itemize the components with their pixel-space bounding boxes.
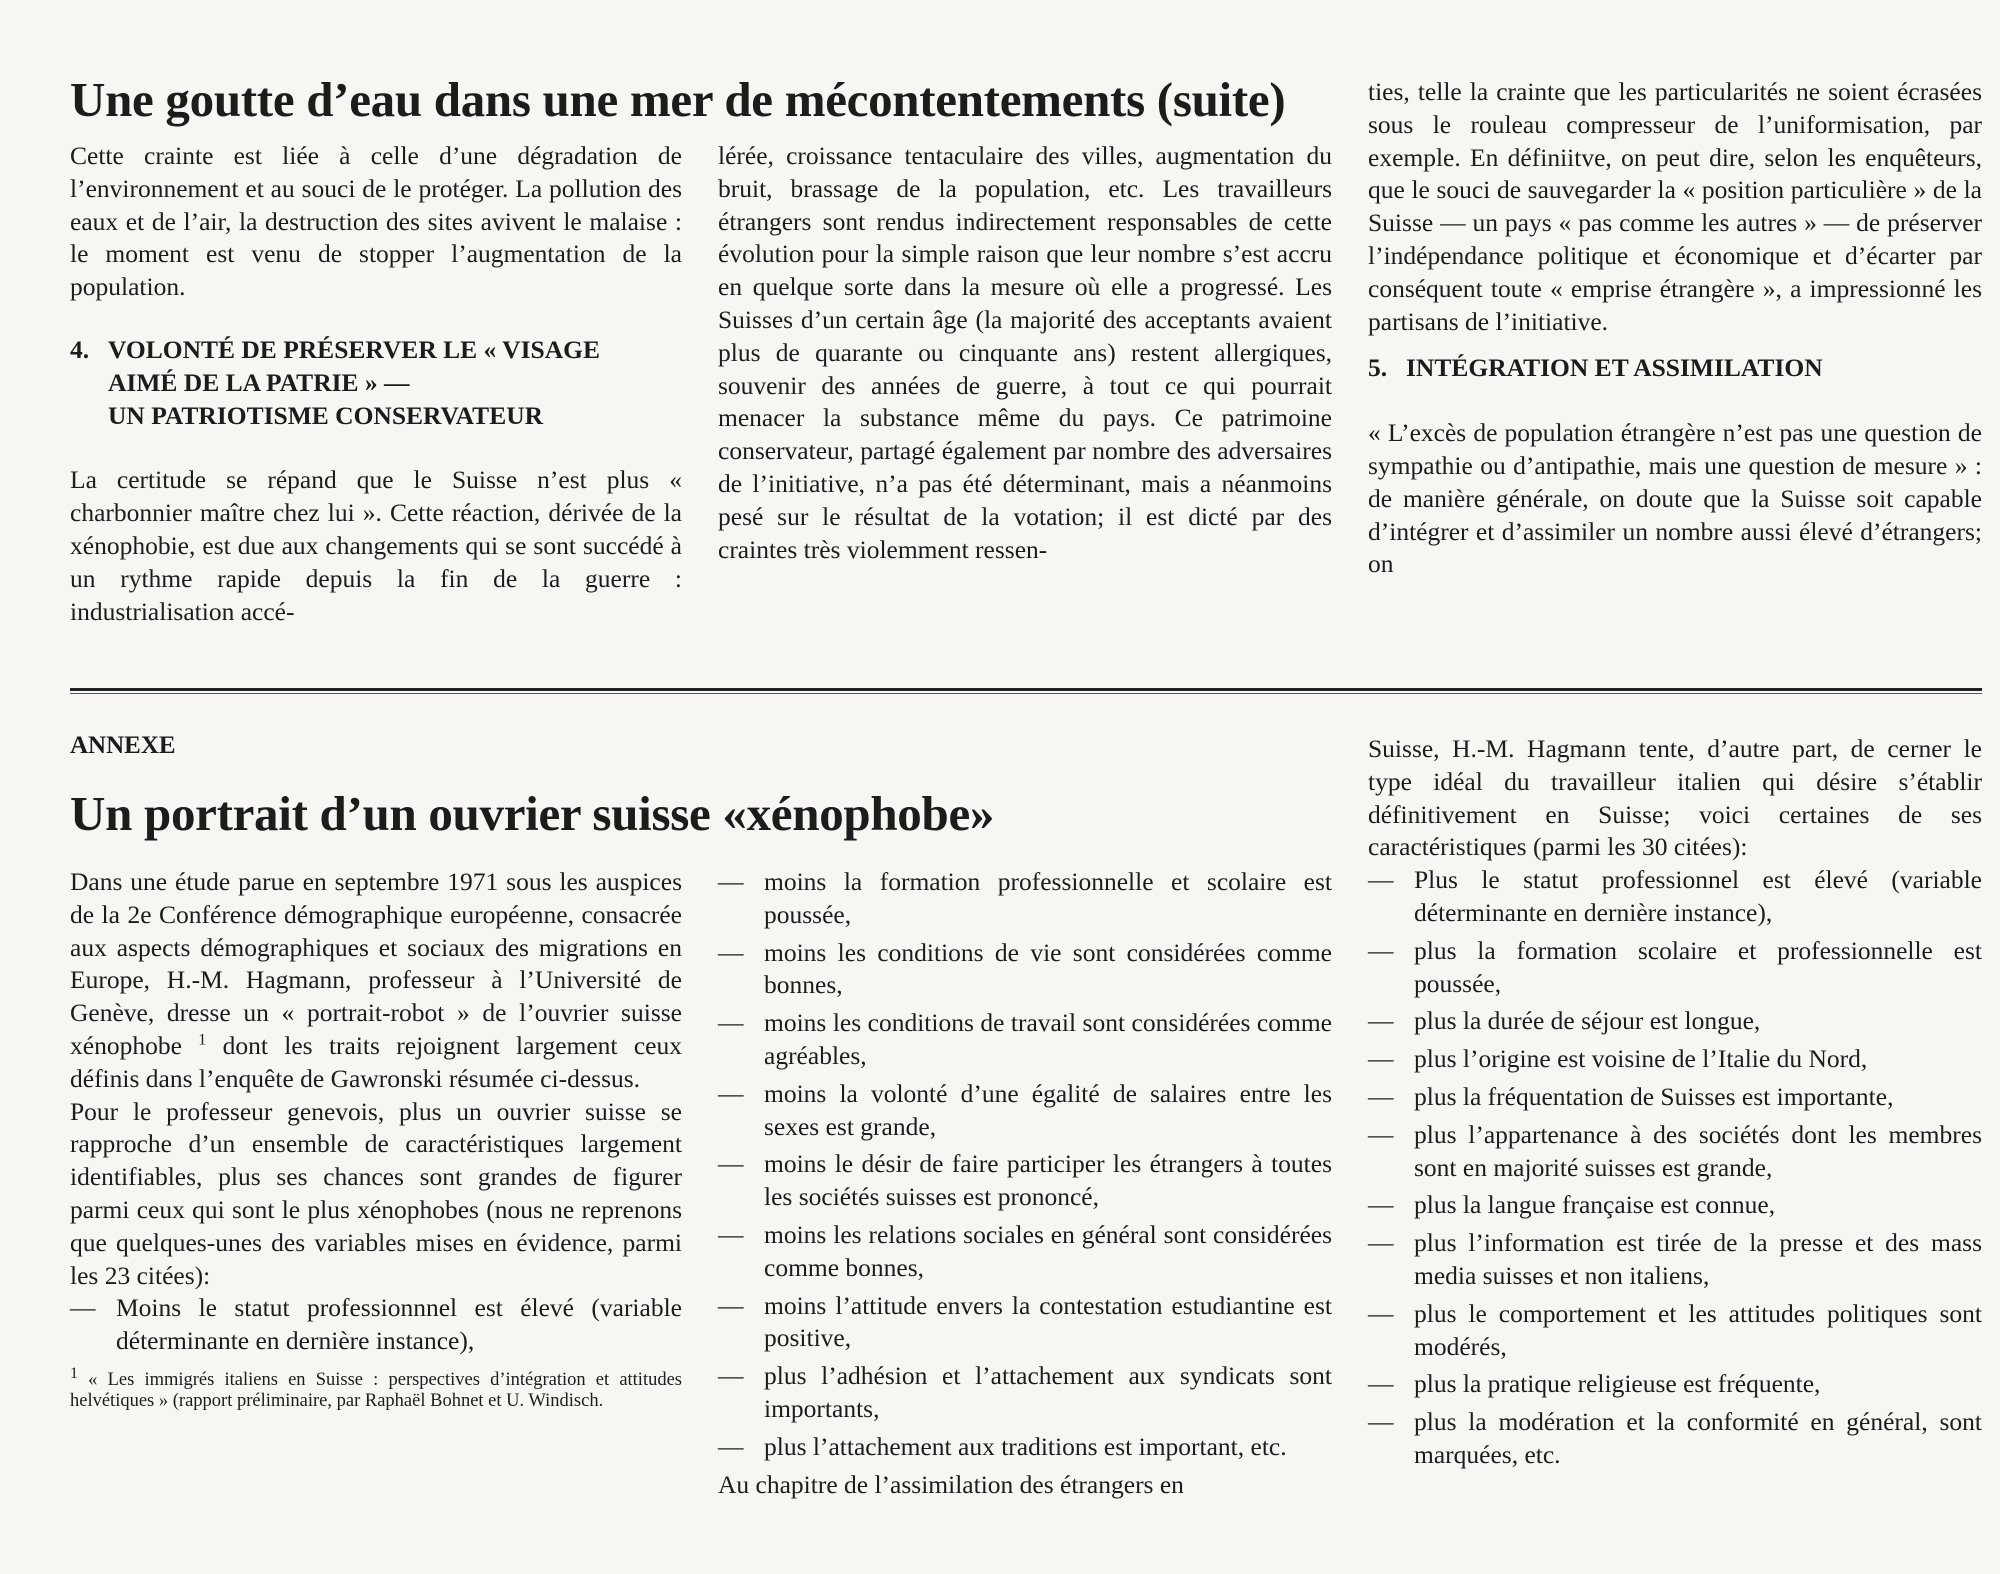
list-item: — moins les conditions de vie sont considérées comme bonnes, (718, 937, 1332, 1003)
list-item: — plus l’origine est voisine de l’Italie du Nord, (1368, 1043, 1982, 1076)
footnote-text: « Les immigrés italiens en Suisse : perspectives d’intégration et attitudes helvétiques » (rapport préliminaire, par Raphaël Bohnet et U. Windisch. (70, 1369, 682, 1411)
section-5-heading (1368, 352, 1982, 385)
list-item: — plus l’information est tirée de la presse et des mass media suisses et non italiens, (1368, 1227, 1982, 1293)
list-item: — moins la volonté d’une égalité de salaires entre les sexes est grande, (718, 1078, 1332, 1144)
annexe-column-3 (1368, 733, 1982, 1477)
list-item: — plus la pratique religieuse est fréquente, (1368, 1368, 1982, 1401)
list-item: — plus la fréquentation de Suisses est importante, (1368, 1081, 1982, 1114)
footnote (70, 1364, 682, 1412)
annexe-col1-list (70, 1292, 682, 1358)
list-item: — plus l’adhésion et l’attachement aux syndicats sont importants, (718, 1360, 1332, 1426)
upper-col1-paragraph-1: Cette crainte est liée à celle d’une dégradation de l’environnement et au souci de le protéger. La pollution des eaux et de l’air, la destruction des sites avivent le malaise : le moment est venu de stopper l’augmentation de la population. (70, 141, 682, 302)
upper-col2-paragraph-1: lérée, croissance tentaculaire des villes, augmentation du bruit, brassage de la population, etc. Les travailleurs étrangers sont rendus indirectement responsables de cette évolution pour la simple raison que leur nombre s’est accru en quelque sorte dans la mesure où elle a progressé. Les Suisses d’un certain âge (la majorité des acceptants avaient plus de quarante ou cinquante ans) restent allergiques, souvenir des années de guerre, à tout ce qui pourrait menacer la substance même du pays. Ce patrimoine conservateur, partagé également par nombre des adversaires de l’initiative, n’a pas été déterminant, mais a néanmoins pesé sur le résultat de la votation; il est dicté par des craintes très violemment ressen- (718, 141, 1332, 564)
footnote-reference: 1 (198, 1031, 207, 1049)
list-item: — Plus le statut professionnel est élevé (variable déterminante en dernière instance), (1368, 864, 1982, 930)
list-item: — moins l’attitude envers la contestation estudiantine est positive, (718, 1290, 1332, 1356)
annexe-col1-paragraph-1 (70, 866, 682, 1096)
list-item: — plus la langue française est connue, (1368, 1189, 1982, 1222)
annexe-title: Un portrait d’un ouvrier suisse «xénophobe» (70, 786, 995, 841)
list-item: — plus le comportement et les attitudes politiques sont modérés, (1368, 1298, 1982, 1364)
list-item: — plus la durée de séjour est longue, (1368, 1005, 1982, 1038)
upper-col1-paragraph-2: La certitude se répand que le Suisse n’est plus « charbonnier maître chez lui ». Cette réaction, dérivée de la xénophobie, est due aux changements qui se sont succédé à un rythme rapide depuis la fin de la guerre : industrialisation accé- (70, 465, 682, 626)
section-4-line-1: VOLONTÉ DE PRÉSERVER LE « VISAGE (108, 334, 600, 364)
upper-column-2 (718, 140, 1332, 566)
upper-col3-paragraph-1: ties, telle la crainte que les particularités ne soient écrasées sous le rouleau compresseur de l’uniformisation, par exemple. En définiitve, on peut dire, selon les enquêteurs, que le souci de sauvegarder la « position particulière » de la Suisse — un pays « pas comme les autres » — de préserver l’indépendance politique et économique et d’écarter par conséquent toute « emprise étrangère », a impressionné les partisans de l’initiative. (1368, 77, 1982, 336)
section-4-line-3: UN PATRIOTISME CONSERVATEUR (108, 400, 544, 430)
list-item: — moins les conditions de travail sont considérées comme agréables, (718, 1007, 1332, 1073)
section-4-number: 4. (70, 334, 90, 364)
section-5-text: INTÉGRATION ET ASSIMILATION (1406, 353, 1823, 383)
annexe-col1-paragraph-2: Pour le professeur genevois, plus un ouvrier suisse se rapproche d’un ensemble de caractéristiques largement identifiables, plus ses chances sont grandes de figurer parmi ceux qui sont le plus xénophobes (nous ne reprenons que quelques-unes des variables mises en évidence, parmi les 23 citées): (70, 1096, 682, 1290)
annexe-col1-paragraph-1-end: dont les traits rejoignent largement ceux définis dans l’enquête de Gawronski résumée ci-dessus. (70, 1030, 682, 1093)
annexe-col1-paragraph-1-start: Dans une étude parue en septembre 1971 sous les auspices de la 2e Conférence démographique européenne, consacrée aux aspects démographiques et sociaux des migrations en Europe, H.-M. Hagmann, professeur à l’Université de Genève, dresse un « portrait-robot » de l’ouvrier suisse xénophobe (70, 867, 682, 1060)
annexe-column-2 (718, 866, 1332, 1501)
list-item: — plus l’attachement aux traditions est important, etc. (718, 1431, 1332, 1464)
upper-column-1 (70, 140, 682, 628)
annexe-column-1 (70, 866, 682, 1412)
section-5-number: 5. (1368, 353, 1388, 383)
list-item: — moins la formation professionnelle et scolaire est poussée, (718, 866, 1332, 932)
list-item: — plus la modération et la conformité en général, sont marquées, etc. (1368, 1406, 1982, 1472)
article-title: Une goutte d’eau dans une mer de mécontentements (suite) (70, 72, 1286, 127)
upper-column-3 (1368, 76, 1982, 581)
annexe-col2-list (718, 866, 1332, 1464)
annexe-label: ANNEXE (70, 732, 176, 759)
list-item: — plus la formation scolaire et professionnelle est poussée, (1368, 935, 1982, 1001)
section-4-heading (70, 334, 682, 432)
footnote-mark: 1 (70, 1364, 78, 1382)
annexe-col3-paragraph-1: Suisse, H.-M. Hagmann tente, d’autre part, de cerner le type idéal du travailleur italien qui désire s’établir définitivement en Suisse; voici certaines de ses caractéristiques (parmi les 30 citées): (1368, 734, 1982, 862)
upper-col3-paragraph-2: « L’excès de population étrangère n’est pas une question de sympathie ou d’antipathie, mais une question de mesure » : de manière générale, on doute que la Suisse soit capable d’intégrer et d’assimiler un nombre aussi élevé d’étrangers; on (1368, 418, 1982, 579)
section-divider (70, 688, 1982, 694)
list-item: — Moins le statut professionnnel est élevé (variable déterminante en dernière instance), (70, 1292, 682, 1358)
list-item: — moins le désir de faire participer les étrangers à toutes les sociétés suisses est prononcé, (718, 1148, 1332, 1214)
list-item: — plus l’appartenance à des sociétés dont les membres sont en majorité suisses est grande, (1368, 1119, 1982, 1185)
annexe-col2-paragraph-end: Au chapitre de l’assimilation des étrangers en (718, 1469, 1184, 1499)
annexe-col3-list (1368, 864, 1982, 1472)
list-item: — moins les relations sociales en général sont considérées comme bonnes, (718, 1219, 1332, 1285)
section-4-line-2: AIMÉ DE LA PATRIE » — (108, 367, 410, 397)
